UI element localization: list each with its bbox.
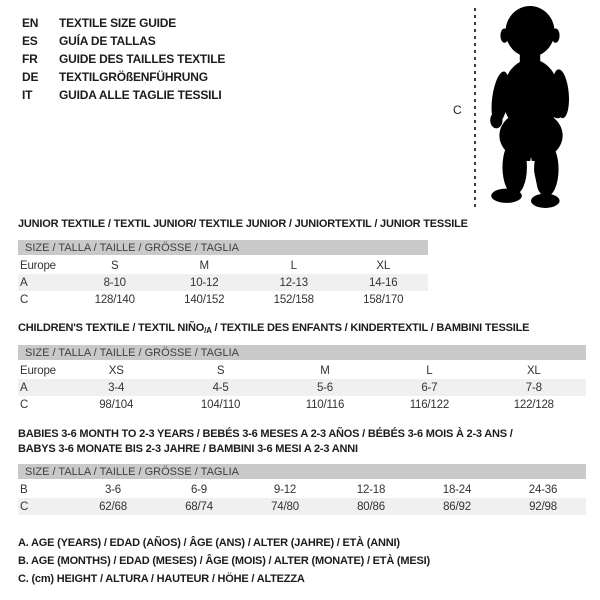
table-row-europe <box>18 362 586 379</box>
footnote-age-months: B. AGE (MONTHS) / EDAD (MESES) / ÂGE (MOIS) / ALTER (MONATE) / ETÀ (MESI) <box>18 555 430 567</box>
size-cell: XL <box>526 364 541 377</box>
height-measure-dashed-line <box>474 8 476 210</box>
height-measure-label: C <box>453 103 462 117</box>
toddler-silhouette-icon <box>479 6 581 210</box>
heading-line-1: BABIES 3-6 MONTH TO 2-3 YEARS / BEBÉS 3-6 MESES A 2-3 AÑOS / BÉBÉS 3-6 MOIS À 2-3 ANS / <box>18 428 513 440</box>
size-bar-row <box>18 464 586 481</box>
lang-row-it <box>22 86 225 104</box>
value-cell: 86/92 <box>414 498 500 515</box>
lang-row-en <box>22 14 225 32</box>
size-cell: S <box>111 259 119 272</box>
lang-title: GUIDE DES TAILLES TEXTILE <box>59 52 226 66</box>
size-bar-label: SIZE / TALLA / TAILLE / GRÖSSE / TAGLIA <box>18 464 586 481</box>
value-cell: 8-10 <box>70 274 160 291</box>
size-bar-label: SIZE / TALLA / TAILLE / GRÖSSE / TAGLIA <box>18 240 428 257</box>
value-cell: 12-13 <box>249 274 339 291</box>
footnote-age-years: A. AGE (YEARS) / EDAD (AÑOS) / ÂGE (ANS) / ALTER (JAHRE) / ETÀ (ANNI) <box>18 537 400 549</box>
footnote-height: C. (cm) HEIGHT / ALTURA / HAUTEUR / HÖHE / ALTEZZA <box>18 573 305 585</box>
value-cell: 80/86 <box>328 498 414 515</box>
value-cell: 24-36 <box>528 483 558 496</box>
lang-row-de <box>22 68 225 86</box>
value-cell: 14-16 <box>339 274 429 291</box>
value-cell: 4-5 <box>168 379 272 396</box>
table-row-height <box>18 396 586 413</box>
junior-section-heading: JUNIOR TEXTILE / TEXTIL JUNIOR/ TEXTILE JUNIOR / JUNIORTEXTIL / JUNIOR TESSILE <box>18 218 468 230</box>
table-row-age <box>18 379 586 396</box>
size-cell: M <box>320 364 330 377</box>
value-cell: 12-18 <box>356 483 386 496</box>
value-cell: 152/158 <box>273 293 314 306</box>
children-size-table <box>18 345 586 413</box>
value-cell: 116/122 <box>409 398 450 411</box>
language-title-block <box>22 14 225 104</box>
size-bar-row <box>18 345 586 362</box>
value-cell: 6-9 <box>190 483 208 496</box>
size-cell: XL <box>376 259 391 272</box>
value-cell: 7-8 <box>482 379 586 396</box>
value-cell: 92/98 <box>500 498 586 515</box>
lang-title: TEXTILGRÖßENFÜHRUNG <box>59 70 208 84</box>
lang-code: FR <box>22 52 38 66</box>
value-cell: 128/140 <box>94 293 135 306</box>
size-cell: L <box>426 364 433 377</box>
row-label: C <box>18 498 70 515</box>
babies-size-table <box>18 464 586 515</box>
row-label: C <box>20 398 29 411</box>
value-cell: 5-6 <box>273 379 377 396</box>
size-cell: XS <box>108 364 124 377</box>
lang-title: GUIDA ALLE TAGLIE TESSILI <box>59 88 222 102</box>
heading-subscript: /A <box>204 326 212 335</box>
row-label: Europe <box>20 259 56 272</box>
row-label: A <box>18 274 70 291</box>
value-cell: 158/170 <box>363 293 404 306</box>
row-label: C <box>20 293 29 306</box>
children-section-heading <box>18 321 529 338</box>
size-bar-row <box>18 240 428 257</box>
footnote-block <box>18 534 430 588</box>
lang-code: ES <box>22 34 38 48</box>
value-cell: 122/128 <box>513 398 554 411</box>
table-row-age-months <box>18 481 586 498</box>
lang-code: IT <box>22 88 33 102</box>
value-cell: 140/152 <box>184 293 225 306</box>
heading-text: CHILDREN'S TEXTILE / TEXTIL NIÑO <box>18 322 205 334</box>
lang-title: TEXTILE SIZE GUIDE <box>59 16 177 30</box>
value-cell: 10-12 <box>160 274 250 291</box>
heading-text: / TEXTILE DES ENFANTS / KINDERTEXTIL / BAMBINI TESSILE <box>211 322 530 334</box>
size-cell: L <box>290 259 297 272</box>
lang-code: EN <box>22 16 39 30</box>
size-bar-label: SIZE / TALLA / TAILLE / GRÖSSE / TAGLIA <box>18 345 586 362</box>
value-cell: 68/74 <box>156 498 242 515</box>
babies-section-heading <box>18 427 513 457</box>
heading-line-2: BABYS 3-6 MONATE BIS 2-3 JAHRE / BAMBINI 3-6 MESI A 2-3 ANNI <box>18 443 358 455</box>
value-cell: 9-12 <box>273 483 297 496</box>
value-cell: 62/68 <box>70 498 156 515</box>
lang-row-fr <box>22 50 225 68</box>
table-row-age <box>18 274 428 291</box>
lang-title: GUÍA DE TALLAS <box>59 34 156 48</box>
value-cell: 3-6 <box>104 483 122 496</box>
value-cell: 74/80 <box>242 498 328 515</box>
value-cell: 6-7 <box>377 379 481 396</box>
row-label: A <box>18 379 64 396</box>
value-cell: 3-4 <box>64 379 168 396</box>
table-row-height <box>18 498 586 515</box>
row-label: Europe <box>20 364 56 377</box>
row-label: B <box>20 483 28 496</box>
table-row-europe <box>18 257 428 274</box>
junior-size-table <box>18 240 428 308</box>
size-cell: S <box>216 364 225 377</box>
table-row-height <box>18 291 428 308</box>
value-cell: 110/116 <box>305 398 345 411</box>
value-cell: 98/104 <box>99 398 134 411</box>
value-cell: 18-24 <box>442 483 472 496</box>
size-cell: M <box>199 259 209 272</box>
lang-row-es <box>22 32 225 50</box>
lang-code: DE <box>22 70 39 84</box>
value-cell: 104/110 <box>200 398 241 411</box>
